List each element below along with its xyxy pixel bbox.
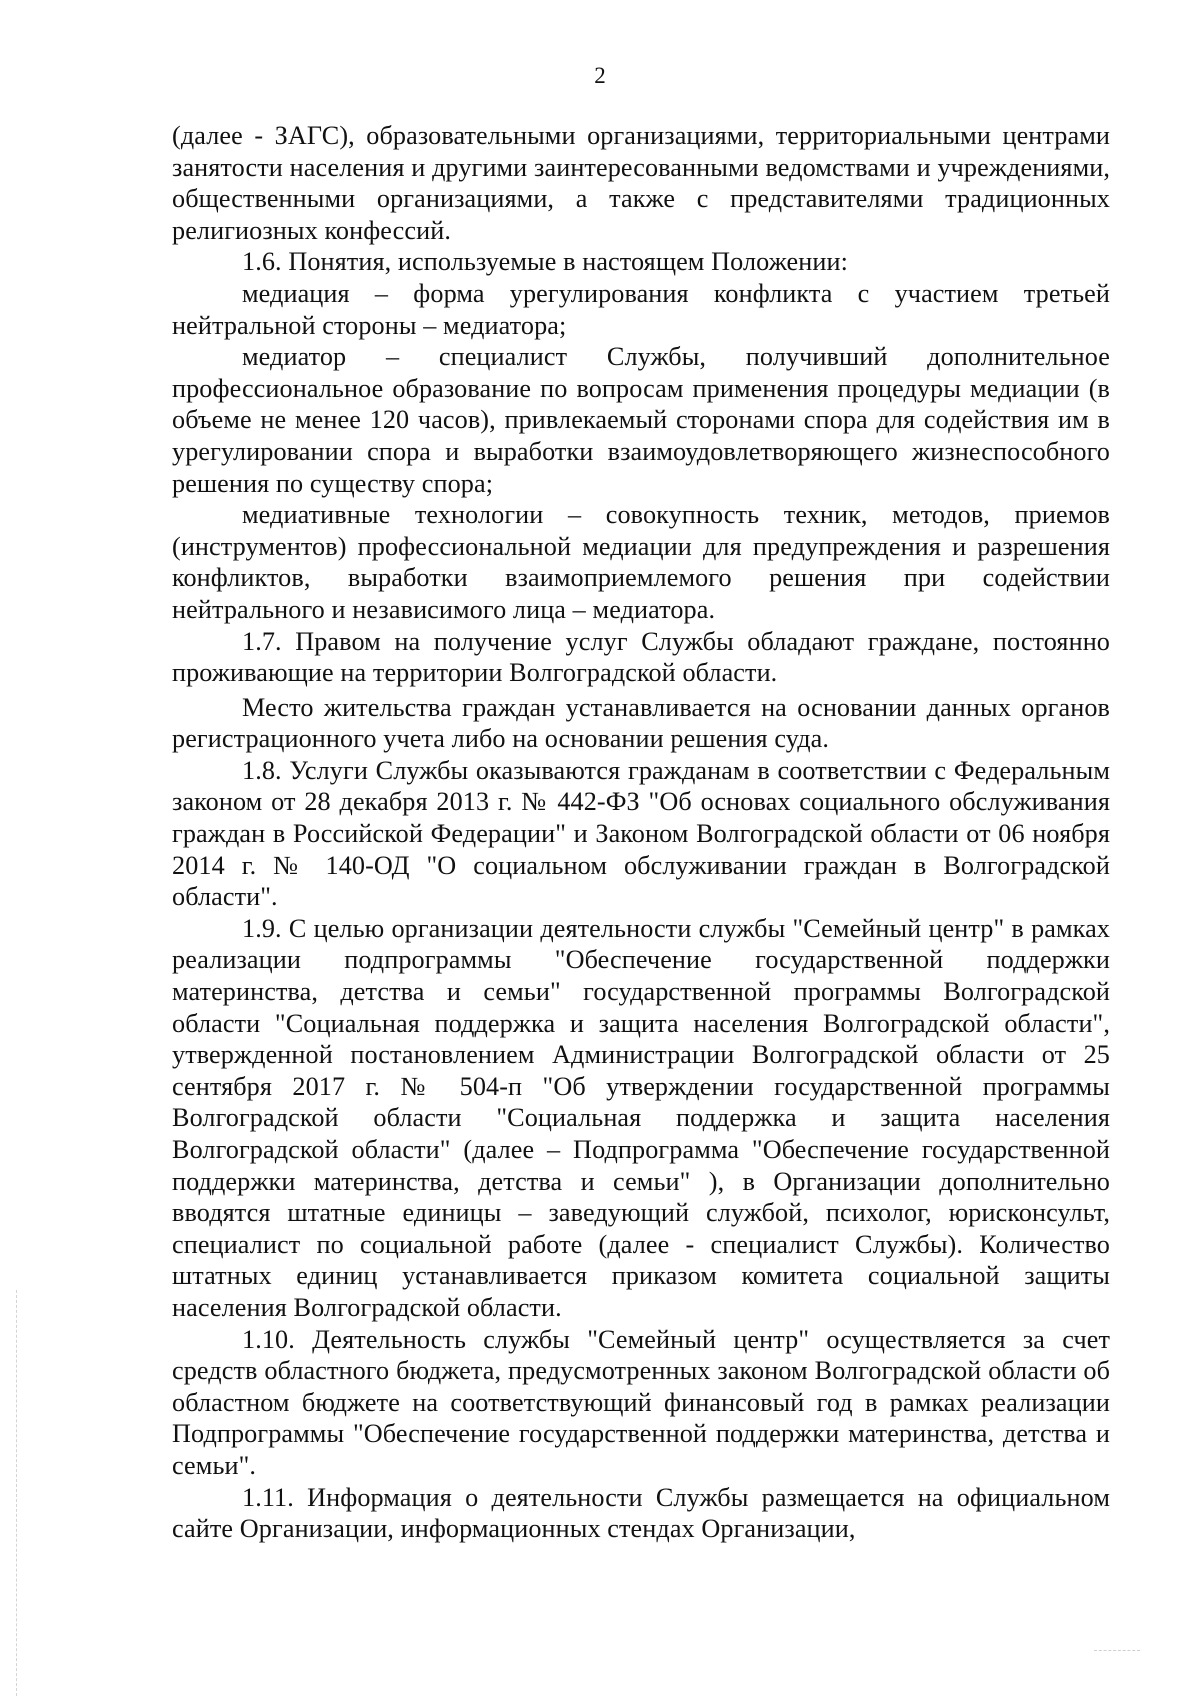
- paragraph-definition-mediator: медиатор – специалист Службы, получивший дополнительное профессиональное образование по вопросам применения процедуры медиации (в объеме не менее 120 часов), привлекаемый сторонами спора для содействия им в урегулировании спора и выработки взаимоудовлетворяющего жизнеспособного решения по существу спора;: [172, 342, 1110, 498]
- document-body: [172, 120, 1110, 1545]
- paragraph-1-6: 1.6. Понятия, используемые в настоящем Положении:: [242, 247, 848, 277]
- page-number: 2: [594, 63, 606, 88]
- paragraph-continuation: (далее - ЗАГС), образовательными организациями, территориальными центрами занятости населения и другими заинтересованными ведомствами и учреждениями, общественными организациями, а также с представителями традиционных религиозных конфессий.: [172, 121, 1110, 245]
- paragraph-1-8: 1.8. Услуги Службы оказываются гражданам в соответствии с Федеральным законом от 28 декабря 2013 г. № 442-ФЗ "Об основах социального обслуживания граждан в Российской Федерации" и Законом Волгоградской области от 06 ноября 2014 г. № 140-ОД "О социальном обслуживании граждан в Волгоградской области".: [172, 755, 1110, 912]
- paragraph-1-11: 1.11. Информация о деятельности Службы размещается на официальном сайте Организации, информационных стендах Организации,: [172, 1482, 1110, 1544]
- paragraph-definition-mediation: медиация – форма урегулирования конфликта с участием третьей нейтральной стороны – медиатора;: [172, 278, 1110, 340]
- scan-corner-mark: [1094, 1650, 1140, 1652]
- paragraph-1-7: 1.7. Правом на получение услуг Службы обладают граждане, постоянно проживающие на территории Волгоградской области.: [172, 626, 1110, 688]
- paragraph-definition-mediative-technologies: медиативные технологии – совокупность техник, методов, приемов (инструментов) профессиональной медиации для предупреждения и разрешения конфликтов, выработки взаимоприемлемого решения при содействии нейтрального и независимого лица – медиатора.: [172, 500, 1110, 624]
- paragraph-1-9: 1.9. С целью организации деятельности службы "Семейный центр" в рамках реализации подпрограммы "Обеспечение государственной поддержки материнства, детства и семьи" государственной программы Волгоградской области "Социальная поддержка и защита населения Волгоградской области", утвержденной постановлением Администрации Волгоградской области от 25 сентября 2017 г. № 504-п "Об утверждении государственной программы Волгоградской области "Социальная поддержка и защита населения Волгоградской области" (далее – Подпрограмма "Обеспечение государственной поддержки материнства, детства и семьи" ), в Организации дополнительно вводятся штатные единицы – заведующий службой, психолог, юрисконсульт, специалист по социальной работе (далее - специалист Службы). Количество штатных единиц устанавливается приказом комитета социальной защиты населения Волгоградской области.: [172, 913, 1110, 1322]
- scan-edge-mark: [16, 1290, 18, 1696]
- paragraph-residence: Место жительства граждан устанавливается на основании данных органов регистрационного учета либо на основании решения суда.: [172, 692, 1110, 754]
- paragraph-1-10: 1.10. Деятельность службы "Семейный центр" осуществляется за счет средств областного бюджета, предусмотренных законом Волгоградской области об областном бюджете на соответствующий финансовый год в рамках реализации Подпрограммы "Обеспечение государственной поддержки материнства, детства и семьи".: [172, 1324, 1110, 1480]
